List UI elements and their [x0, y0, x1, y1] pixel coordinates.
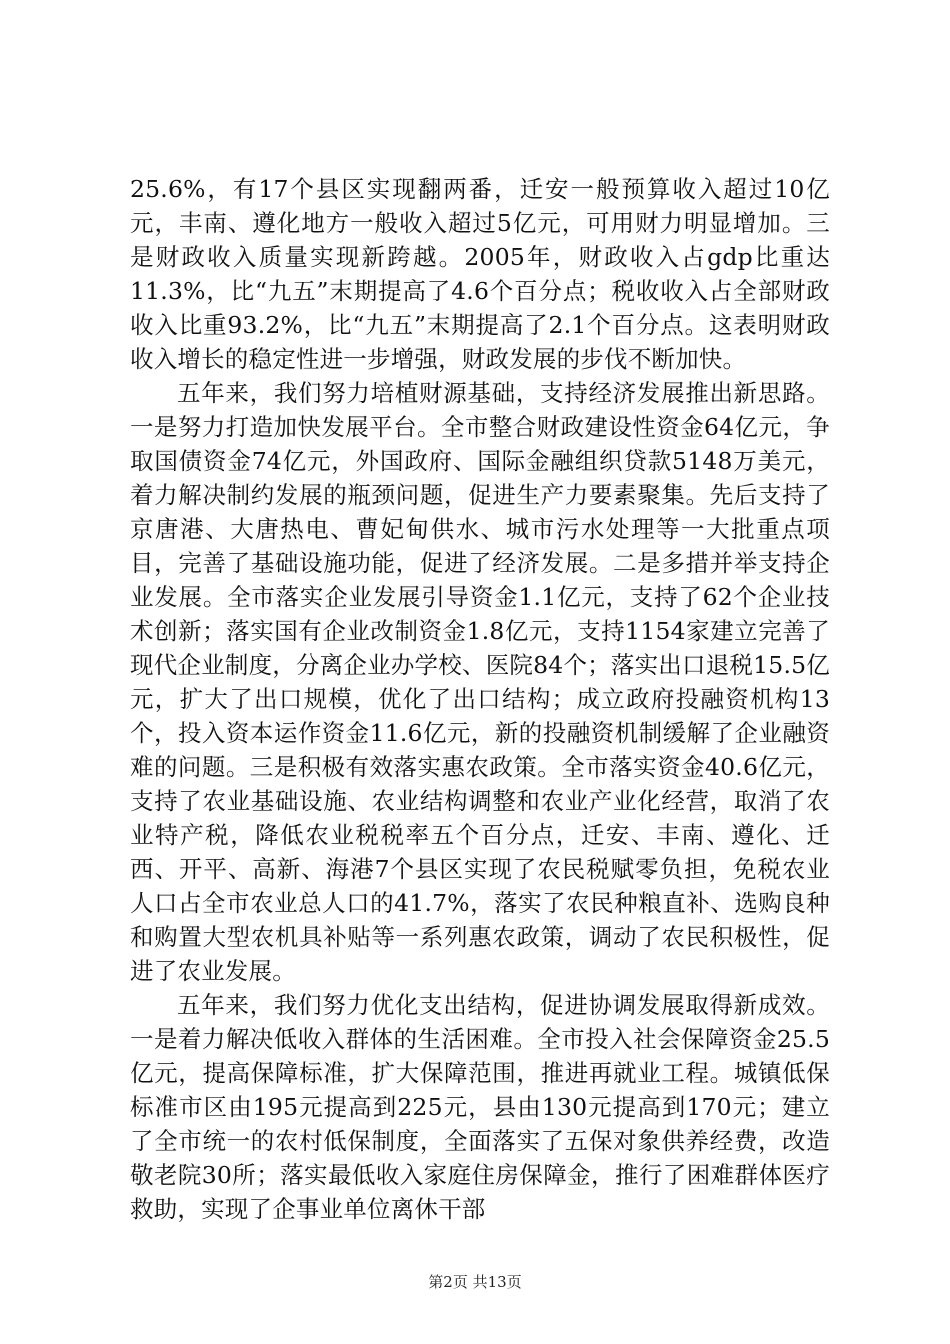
paragraph-3: 五年来，我们努力优化支出结构，促进协调发展取得新成效。一是着力解决低收入群体的生活困难。全市投入社会保障资金25.5亿元，提高保障标准，扩大保障范围，推进再就业工程。城镇低保标准市区由195元提高到225元，县由130元提高到170元；建立了全市统一的农村低保制度，全面落实了五保对象供养经费，改造敬老院30所；落实最低收入家庭住房保障金，推行了困难群体医疗救助，实现了企事业单位离休干部: [130, 991, 830, 1223]
paragraph-1: 25.6%，有17个县区实现翻两番，迁安一般预算收入超过10亿元，丰南、遵化地方一般收入超过5亿元，可用财力明显增加。三是财政收入质量实现新跨越。2005年，财政收入占gdp比重达11.3%，比“九五”末期提高了4.6个百分点；税收收入占全部财政收入比重93.2%，比“九五”末期提高了2.1个百分点。这表明财政收入增长的稳定性进一步增强，财政发展的步伐不断加快。: [130, 175, 830, 373]
page-footer: [0, 1272, 950, 1292]
page-number: 第2页 共13页: [428, 1273, 522, 1291]
paragraph-2: 五年来，我们努力培植财源基础，支持经济发展推出新思路。一是努力打造加快发展平台。全市整合财政建设性资金64亿元，争取国债资金74亿元，外国政府、国际金融组织贷款5148万美元，着力解决制约发展的瓶颈问题，促进生产力要素聚集。先后支持了京唐港、大唐热电、曹妃甸供水、城市污水处理等一大批重点项目，完善了基础设施功能，促进了经济发展。二是多措并举支持企业发展。全市落实企业发展引导资金1.1亿元，支持了62个企业技术创新；落实国有企业改制资金1.8亿元，支持1154家建立完善了现代企业制度，分离企业办学校、医院84个；落实出口退税15.5亿元，扩大了出口规模，优化了出口结构；成立政府投融资机构13个，投入资本运作资金11.6亿元，新的投融资机制缓解了企业融资难的问题。三是积极有效落实惠农政策。全市落实资金40.6亿元，支持了农业基础设施、农业结构调整和农业产业化经营，取消了农业特产税，降低农业税税率五个百分点，迁安、丰南、遵化、迁西、开平、高新、海港7个县区实现了农民税赋零负担，免税农业人口占全市农业总人口的41.7%，落实了农民种粮直补、选购良种和购置大型农机具补贴等一系列惠农政策，调动了农民积极性，促进了农业发展。: [130, 379, 830, 985]
document-body: [130, 172, 830, 1226]
